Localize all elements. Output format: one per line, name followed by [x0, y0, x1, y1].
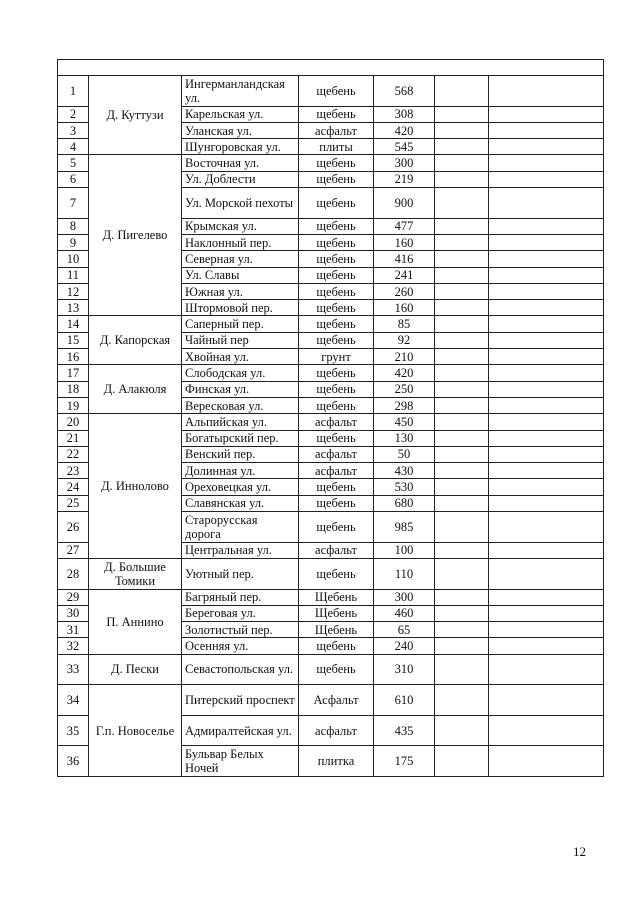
empty-cell — [489, 365, 604, 381]
street-name-cell: Ул. Славы — [182, 267, 299, 283]
empty-cell — [435, 218, 489, 234]
empty-cell — [489, 715, 604, 746]
street-name-cell: Вересковая ул. — [182, 397, 299, 413]
surface-type-cell: щебень — [299, 654, 374, 685]
empty-cell — [489, 188, 604, 219]
surface-type-cell: асфальт — [299, 122, 374, 138]
surface-type-cell: щебень — [299, 188, 374, 219]
length-cell: 130 — [374, 430, 435, 446]
length-cell: 568 — [374, 76, 435, 107]
row-number-cell: 8 — [58, 218, 89, 234]
empty-cell — [435, 267, 489, 283]
village-cell: Д. Большие Томики — [89, 558, 182, 589]
empty-cell — [435, 106, 489, 122]
empty-cell — [435, 188, 489, 219]
length-cell: 85 — [374, 316, 435, 332]
empty-cell — [435, 542, 489, 558]
street-name-cell: Багряный пер. — [182, 589, 299, 605]
street-name-cell: Осенняя ул. — [182, 638, 299, 654]
row-number-cell: 33 — [58, 654, 89, 685]
length-cell: 160 — [374, 300, 435, 316]
empty-cell — [435, 479, 489, 495]
street-name-cell: Хвойная ул. — [182, 349, 299, 365]
row-number-cell: 7 — [58, 188, 89, 219]
street-name-cell: Береговая ул. — [182, 605, 299, 621]
empty-cell — [435, 746, 489, 777]
length-cell: 175 — [374, 746, 435, 777]
village-cell: П. Аннино — [89, 589, 182, 654]
surface-type-cell: щебень — [299, 512, 374, 543]
length-cell: 92 — [374, 332, 435, 348]
surface-type-cell: Щебень — [299, 622, 374, 638]
row-number-cell: 19 — [58, 397, 89, 413]
row-number-cell: 35 — [58, 715, 89, 746]
empty-cell — [435, 446, 489, 462]
street-name-cell: Бульвар Белых Ночей — [182, 746, 299, 777]
surface-type-cell: плиты — [299, 139, 374, 155]
empty-cell — [435, 283, 489, 299]
empty-cell — [489, 381, 604, 397]
row-number-cell: 29 — [58, 589, 89, 605]
row-number-cell: 23 — [58, 463, 89, 479]
empty-cell — [489, 446, 604, 462]
row-number-cell: 34 — [58, 685, 89, 716]
empty-cell — [489, 495, 604, 511]
table-row — [58, 316, 604, 332]
row-number-cell: 27 — [58, 542, 89, 558]
street-name-cell: Финская ул. — [182, 381, 299, 397]
length-cell: 300 — [374, 155, 435, 171]
empty-cell — [489, 155, 604, 171]
empty-cell — [435, 251, 489, 267]
empty-cell — [435, 430, 489, 446]
street-name-cell: Ореховецкая ул. — [182, 479, 299, 495]
row-number-cell: 17 — [58, 365, 89, 381]
street-name-cell: Штормовой пер. — [182, 300, 299, 316]
length-cell: 545 — [374, 139, 435, 155]
empty-cell — [489, 76, 604, 107]
length-cell: 298 — [374, 397, 435, 413]
empty-cell — [489, 171, 604, 187]
empty-cell — [435, 171, 489, 187]
row-number-cell: 32 — [58, 638, 89, 654]
empty-cell — [489, 638, 604, 654]
street-name-cell: Адмиралтейская ул. — [182, 715, 299, 746]
street-name-cell: Центральная ул. — [182, 542, 299, 558]
empty-cell — [435, 122, 489, 138]
row-number-cell: 11 — [58, 267, 89, 283]
empty-cell — [435, 300, 489, 316]
village-cell: Д. Пески — [89, 654, 182, 685]
row-number-cell: 18 — [58, 381, 89, 397]
row-number-cell: 10 — [58, 251, 89, 267]
street-name-cell: Ингерманландская ул. — [182, 76, 299, 107]
surface-type-cell: асфальт — [299, 542, 374, 558]
length-cell: 100 — [374, 542, 435, 558]
street-name-cell: Наклонный пер. — [182, 234, 299, 250]
empty-cell — [435, 365, 489, 381]
row-number-cell: 14 — [58, 316, 89, 332]
street-name-cell: Золотистый пер. — [182, 622, 299, 638]
street-name-cell: Славянская ул. — [182, 495, 299, 511]
street-name-cell: Ул. Морской пехоты — [182, 188, 299, 219]
surface-type-cell: щебень — [299, 558, 374, 589]
empty-cell — [489, 332, 604, 348]
length-cell: 210 — [374, 349, 435, 365]
table-row — [58, 685, 604, 716]
empty-cell — [435, 589, 489, 605]
street-name-cell: Саперный пер. — [182, 316, 299, 332]
row-number-cell: 16 — [58, 349, 89, 365]
empty-cell — [435, 605, 489, 621]
empty-cell — [489, 512, 604, 543]
surface-type-cell: щебень — [299, 106, 374, 122]
village-cell: Д. Алакюля — [89, 365, 182, 414]
empty-cell — [435, 155, 489, 171]
street-name-cell: Чайный пер — [182, 332, 299, 348]
surface-type-cell: щебень — [299, 234, 374, 250]
street-name-cell: Уланская ул. — [182, 122, 299, 138]
empty-cell — [489, 589, 604, 605]
row-number-cell: 31 — [58, 622, 89, 638]
empty-cell — [489, 300, 604, 316]
surface-type-cell: щебень — [299, 495, 374, 511]
length-cell: 310 — [374, 654, 435, 685]
empty-cell — [489, 479, 604, 495]
row-number-cell: 1 — [58, 76, 89, 107]
table-header-row — [58, 60, 604, 76]
row-number-cell: 21 — [58, 430, 89, 446]
empty-cell — [489, 463, 604, 479]
length-cell: 240 — [374, 638, 435, 654]
empty-cell — [489, 267, 604, 283]
empty-cell — [435, 558, 489, 589]
roads-table — [57, 59, 604, 777]
street-name-cell: Карельская ул. — [182, 106, 299, 122]
street-name-cell: Шунгоровская ул. — [182, 139, 299, 155]
surface-type-cell: щебень — [299, 397, 374, 413]
length-cell: 530 — [374, 479, 435, 495]
row-number-cell: 4 — [58, 139, 89, 155]
row-number-cell: 2 — [58, 106, 89, 122]
street-name-cell: Северная ул. — [182, 251, 299, 267]
empty-cell — [489, 430, 604, 446]
length-cell: 435 — [374, 715, 435, 746]
surface-type-cell: асфальт — [299, 715, 374, 746]
row-number-cell: 3 — [58, 122, 89, 138]
row-number-cell: 26 — [58, 512, 89, 543]
length-cell: 110 — [374, 558, 435, 589]
empty-cell — [435, 234, 489, 250]
table-row — [58, 654, 604, 685]
row-number-cell: 9 — [58, 234, 89, 250]
street-name-cell: Венский пер. — [182, 446, 299, 462]
village-cell: Г.п. Новоселье — [89, 685, 182, 777]
empty-cell — [489, 349, 604, 365]
empty-cell — [489, 558, 604, 589]
empty-cell — [489, 218, 604, 234]
row-number-cell: 5 — [58, 155, 89, 171]
roads-table-body — [58, 60, 604, 777]
street-name-cell: Южная ул. — [182, 283, 299, 299]
surface-type-cell: грунт — [299, 349, 374, 365]
empty-cell — [489, 685, 604, 716]
table-row — [58, 155, 604, 171]
length-cell: 50 — [374, 446, 435, 462]
empty-cell — [435, 414, 489, 430]
length-cell: 900 — [374, 188, 435, 219]
empty-cell — [489, 605, 604, 621]
surface-type-cell: щебень — [299, 267, 374, 283]
empty-cell — [489, 234, 604, 250]
empty-cell — [489, 283, 604, 299]
empty-cell — [489, 542, 604, 558]
page-number: 12 — [573, 844, 586, 859]
table-row — [58, 76, 604, 107]
empty-cell — [489, 622, 604, 638]
surface-type-cell: Щебень — [299, 605, 374, 621]
row-number-cell: 22 — [58, 446, 89, 462]
empty-cell — [435, 381, 489, 397]
length-cell: 460 — [374, 605, 435, 621]
empty-cell — [489, 316, 604, 332]
empty-cell — [435, 622, 489, 638]
street-name-cell: Уютный пер. — [182, 558, 299, 589]
surface-type-cell: щебень — [299, 381, 374, 397]
empty-cell — [435, 76, 489, 107]
row-number-cell: 25 — [58, 495, 89, 511]
length-cell: 477 — [374, 218, 435, 234]
empty-cell — [489, 106, 604, 122]
row-number-cell: 13 — [58, 300, 89, 316]
street-name-cell: Крымская ул. — [182, 218, 299, 234]
length-cell: 680 — [374, 495, 435, 511]
length-cell: 430 — [374, 463, 435, 479]
empty-cell — [489, 414, 604, 430]
surface-type-cell: асфальт — [299, 463, 374, 479]
surface-type-cell: щебень — [299, 171, 374, 187]
table-row — [58, 558, 604, 589]
empty-cell — [489, 139, 604, 155]
row-number-cell: 28 — [58, 558, 89, 589]
village-cell: Д. Иннолово — [89, 414, 182, 559]
empty-cell — [435, 654, 489, 685]
surface-type-cell: асфальт — [299, 414, 374, 430]
surface-type-cell: щебень — [299, 155, 374, 171]
surface-type-cell: асфальт — [299, 446, 374, 462]
empty-cell — [489, 122, 604, 138]
empty-cell — [435, 715, 489, 746]
table-row — [58, 589, 604, 605]
empty-cell — [435, 397, 489, 413]
length-cell: 450 — [374, 414, 435, 430]
length-cell: 985 — [374, 512, 435, 543]
surface-type-cell: Асфальт — [299, 685, 374, 716]
row-number-cell: 20 — [58, 414, 89, 430]
surface-type-cell: Щебень — [299, 589, 374, 605]
table-header-cell — [58, 60, 604, 76]
empty-cell — [435, 332, 489, 348]
surface-type-cell: плитка — [299, 746, 374, 777]
length-cell: 160 — [374, 234, 435, 250]
surface-type-cell: щебень — [299, 365, 374, 381]
length-cell: 250 — [374, 381, 435, 397]
row-number-cell: 30 — [58, 605, 89, 621]
row-number-cell: 24 — [58, 479, 89, 495]
street-name-cell: Восточная ул. — [182, 155, 299, 171]
length-cell: 420 — [374, 365, 435, 381]
village-cell: Д. Куттузи — [89, 76, 182, 155]
length-cell: 241 — [374, 267, 435, 283]
length-cell: 416 — [374, 251, 435, 267]
empty-cell — [435, 512, 489, 543]
length-cell: 610 — [374, 685, 435, 716]
empty-cell — [435, 349, 489, 365]
village-cell: Д. Пигелево — [89, 155, 182, 316]
street-name-cell: Слободская ул. — [182, 365, 299, 381]
empty-cell — [435, 495, 489, 511]
street-name-cell: Питерский проспект — [182, 685, 299, 716]
village-cell: Д. Капорская — [89, 316, 182, 365]
length-cell: 300 — [374, 589, 435, 605]
row-number-cell: 36 — [58, 746, 89, 777]
empty-cell — [489, 251, 604, 267]
empty-cell — [435, 685, 489, 716]
surface-type-cell: щебень — [299, 430, 374, 446]
street-name-cell: Богатырский пер. — [182, 430, 299, 446]
empty-cell — [435, 139, 489, 155]
table-row — [58, 414, 604, 430]
length-cell: 219 — [374, 171, 435, 187]
street-name-cell: Ул. Доблести — [182, 171, 299, 187]
surface-type-cell: щебень — [299, 218, 374, 234]
surface-type-cell: щебень — [299, 283, 374, 299]
empty-cell — [435, 463, 489, 479]
street-name-cell: Альпийская ул. — [182, 414, 299, 430]
empty-cell — [489, 654, 604, 685]
empty-cell — [489, 746, 604, 777]
length-cell: 420 — [374, 122, 435, 138]
surface-type-cell: щебень — [299, 332, 374, 348]
row-number-cell: 15 — [58, 332, 89, 348]
street-name-cell: Долинная ул. — [182, 463, 299, 479]
surface-type-cell: щебень — [299, 76, 374, 107]
table-row — [58, 365, 604, 381]
surface-type-cell: щебень — [299, 638, 374, 654]
surface-type-cell: щебень — [299, 251, 374, 267]
length-cell: 260 — [374, 283, 435, 299]
empty-cell — [435, 638, 489, 654]
surface-type-cell: щебень — [299, 316, 374, 332]
surface-type-cell: щебень — [299, 300, 374, 316]
empty-cell — [489, 397, 604, 413]
row-number-cell: 12 — [58, 283, 89, 299]
length-cell: 65 — [374, 622, 435, 638]
empty-cell — [435, 316, 489, 332]
street-name-cell: Севастопольская ул. — [182, 654, 299, 685]
length-cell: 308 — [374, 106, 435, 122]
row-number-cell: 6 — [58, 171, 89, 187]
street-name-cell: Старорусская дорога — [182, 512, 299, 543]
surface-type-cell: щебень — [299, 479, 374, 495]
